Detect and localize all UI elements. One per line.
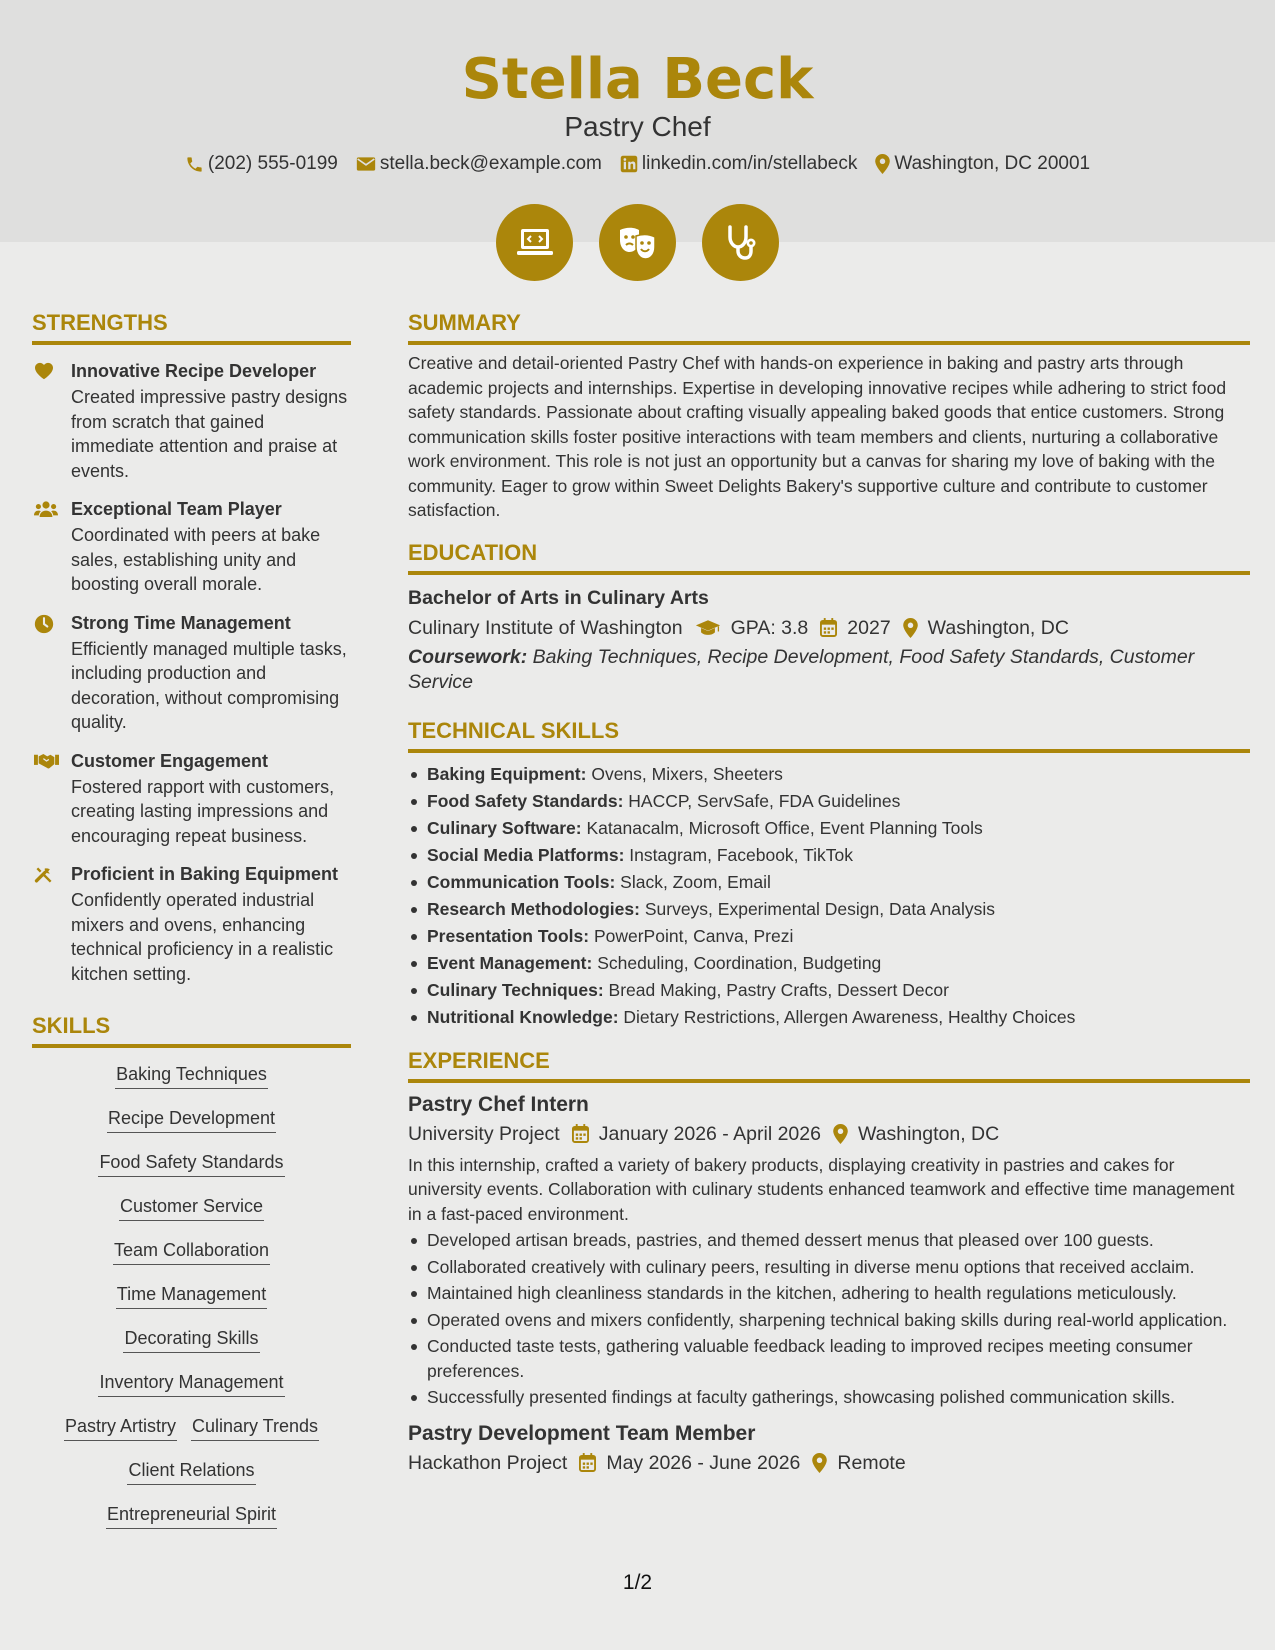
candidate-name: Stella Beck	[461, 47, 814, 112]
strength-desc: Fostered rapport with customers, creating lasting impressions and encouraging repeat business.	[71, 776, 335, 846]
summary-heading: SUMMARY	[408, 309, 1250, 345]
job-dates: January 2026 - April 2026	[598, 1122, 821, 1145]
list-item: Maintained high cleanliness standards in the kitchen, adhering to health regulations meticulously.	[408, 1281, 1250, 1306]
tech-skill-label: Baking Equipment:	[427, 763, 587, 784]
right-column	[408, 309, 1250, 1476]
degree: Bachelor of Arts in Culinary Arts	[408, 586, 709, 609]
list-item: Successfully presented findings at faculty gatherings, showcasing polished communication skills.	[408, 1385, 1250, 1410]
list-item: Conducted taste tests, gathering valuable feedback leading to improved recipes meeting consumer preferences.	[408, 1334, 1250, 1383]
experience-heading: EXPERIENCE	[408, 1047, 1250, 1083]
users-icon	[34, 500, 58, 518]
job-title-2: Pastry Development Team Member	[408, 1421, 756, 1445]
location-text: Washington, DC 20001	[894, 153, 1091, 174]
contact-phone[interactable]	[185, 152, 338, 176]
tech-skill-label: Food Safety Standards:	[427, 790, 624, 811]
strength-title: Customer Engagement	[71, 750, 269, 771]
technical-skills-heading: TECHNICAL SKILLS	[408, 717, 1250, 753]
tech-skill-label: Culinary Software:	[427, 817, 582, 838]
strengths-heading: STRENGTHS	[32, 309, 351, 345]
skill-tag: Recipe Development	[107, 1106, 276, 1133]
job-title: Pastry Chef	[564, 111, 711, 142]
tech-skill-label: Social Media Platforms:	[427, 844, 625, 865]
skill-tag: Time Management	[116, 1282, 267, 1309]
coursework-label: Coursework:	[408, 645, 528, 668]
list-item	[408, 788, 1250, 815]
tech-skill-label: Research Methodologies:	[427, 898, 640, 919]
skill-tag: Decorating Skills	[123, 1326, 259, 1353]
phone-icon	[185, 155, 204, 174]
page-number: 1/2	[622, 1571, 653, 1594]
list-item	[408, 896, 1250, 923]
skill-tag: Team Collaboration	[113, 1238, 270, 1265]
school-name: Culinary Institute of Washington	[408, 616, 683, 639]
skill-tag: Culinary Trends	[191, 1414, 319, 1441]
job-org: University Project	[408, 1122, 560, 1145]
skill-tag: Inventory Management	[98, 1370, 284, 1397]
coursework-list: Baking Techniques, Recipe Development, Food Safety Standards, Customer Service	[408, 645, 1195, 693]
tech-skill-label: Event Management:	[427, 952, 593, 973]
list-item: Operated ovens and mixers confidently, sharpening technical baking skills during real-world application.	[408, 1308, 1250, 1333]
contact-linkedin[interactable]	[620, 152, 857, 176]
hobby-circle-medical	[702, 204, 779, 281]
strength-item	[32, 359, 351, 483]
map-marker-icon	[833, 1124, 848, 1144]
tech-skill-value: Slack, Zoom, Email	[620, 871, 771, 892]
theater-masks-icon	[618, 226, 658, 260]
email-text: stella.beck@example.com	[379, 153, 602, 174]
list-item	[408, 1004, 1250, 1031]
tech-skill-value: Katanacalm, Microsoft Office, Event Planning Tools	[586, 817, 983, 838]
school-location: Washington, DC	[927, 616, 1069, 639]
envelope-icon	[356, 155, 376, 173]
job-title-1: Pastry Chef Intern	[408, 1092, 589, 1116]
strength-desc: Coordinated with peers at bake sales, establishing unity and boosting overall morale.	[71, 525, 321, 594]
map-marker-icon	[875, 154, 890, 174]
skill-tag: Entrepreneurial Spirit	[106, 1502, 277, 1529]
list-item: Developed artisan breads, pastries, and themed dessert menus that pleased over 100 guests.	[408, 1228, 1250, 1253]
list-item	[408, 923, 1250, 950]
clock-icon	[34, 614, 54, 634]
skill-tag: Customer Service	[119, 1194, 264, 1221]
tech-skill-label: Presentation Tools:	[427, 925, 590, 946]
job-org: Hackathon Project	[408, 1451, 568, 1474]
graduation-year: 2027	[847, 616, 891, 639]
strength-title: Innovative Recipe Developer	[71, 361, 317, 381]
coursework	[408, 645, 1250, 695]
tech-skill-value: Scheduling, Coordination, Budgeting	[597, 952, 882, 973]
job-meta-2	[408, 1450, 1250, 1476]
strength-item	[32, 497, 351, 597]
tech-skill-value: Ovens, Mixers, Sheeters	[591, 763, 783, 784]
tech-skill-value: Dietary Restrictions, Allergen Awareness, Healthy Choices	[623, 1006, 1076, 1027]
list-item	[408, 761, 1250, 788]
list-item	[408, 815, 1250, 842]
map-marker-icon	[812, 1453, 827, 1473]
strength-item	[32, 611, 351, 735]
map-marker-icon	[903, 618, 918, 638]
gpa: GPA: 3.8	[730, 616, 809, 639]
job-description: In this internship, crafted a variety of bakery products, displaying creativity in pastries and cakes for university events. Collaboration with culinary students enhanced teamwork and effective time management in a fast-paced environment.	[408, 1154, 1235, 1224]
linkedin-text: linkedin.com/in/stellabeck	[641, 153, 858, 174]
list-item	[408, 842, 1250, 869]
strength-title: Strong Time Management	[71, 612, 291, 633]
list-item	[408, 869, 1250, 896]
summary-text: Creative and detail-oriented Pastry Chef with hands-on experience in baking and pastry arts through academic projects and internships. Expertise in developing innovative recipes while adhering to strict food safety standards. Passionate about crafting visually appealing baked goods that entice customers. Strong communication skills foster positive interactions with team members and clients, nurturing a collaborative work environment. This role is not just an opportunity but a canvas for sharing my love of baking with the community. Eager to grow within Sweet Delights Bakery's supportive culture and contribute to customer satisfaction.	[408, 353, 1227, 520]
tech-skill-value: PowerPoint, Canva, Prezi	[593, 925, 794, 946]
hobby-circle-coding	[496, 204, 573, 281]
calendar-icon	[820, 618, 837, 637]
tools-icon	[34, 865, 54, 885]
tech-skill-label: Culinary Techniques:	[427, 979, 604, 1000]
left-column	[32, 309, 351, 1546]
strength-title: Exceptional Team Player	[71, 499, 282, 519]
tech-skill-label: Communication Tools:	[427, 871, 616, 892]
strength-title: Proficient in Baking Equipment	[71, 864, 339, 884]
education-meta	[408, 615, 1250, 641]
tech-skill-value: HACCP, ServSafe, FDA Guidelines	[628, 790, 901, 811]
job-location: Washington, DC	[857, 1122, 1000, 1145]
list-item	[408, 977, 1250, 1004]
tech-skill-value: Bread Making, Pastry Crafts, Dessert Decor	[608, 979, 949, 1000]
laptop-code-icon	[516, 227, 554, 259]
skill-tag: Client Relations	[127, 1458, 255, 1485]
tech-skill-value: Instagram, Facebook, TikTok	[629, 844, 854, 865]
job-meta-1	[408, 1121, 1250, 1147]
list-item: Collaborated creatively with culinary peers, resulting in diverse menu options that received acclaim.	[408, 1255, 1250, 1280]
heart-icon	[34, 362, 54, 380]
tech-skill-label: Nutritional Knowledge:	[427, 1006, 619, 1027]
linkedin-icon	[620, 155, 638, 173]
skill-tag: Food Safety Standards	[98, 1150, 284, 1177]
skills-list	[32, 1062, 351, 1529]
strength-item	[32, 749, 351, 849]
tech-skill-value: Surveys, Experimental Design, Data Analysis	[644, 898, 995, 919]
job-bullets	[408, 1228, 1250, 1410]
phone-text: (202) 555-0199	[207, 153, 338, 174]
stethoscope-icon	[725, 225, 757, 261]
hobby-circle-theater	[599, 204, 676, 281]
contact-location	[875, 152, 1090, 176]
contact-email[interactable]	[356, 152, 602, 176]
strength-desc: Created impressive pastry designs from scratch that gained immediate attention and praise at events.	[71, 387, 348, 481]
contact-bar	[0, 152, 1275, 176]
strength-desc: Efficiently managed multiple tasks, including production and decoration, without compromising quality.	[71, 638, 347, 732]
calendar-icon	[579, 1453, 596, 1472]
job-dates: May 2026 - June 2026	[606, 1451, 801, 1474]
handshake-icon	[34, 752, 59, 770]
education-heading: EDUCATION	[408, 539, 1250, 575]
graduation-cap-icon	[695, 619, 721, 637]
technical-skills-list	[408, 761, 1250, 1031]
strength-item	[32, 862, 351, 986]
job-location: Remote	[837, 1451, 906, 1474]
skills-heading: SKILLS	[32, 1012, 351, 1048]
strength-desc: Confidently operated industrial mixers and ovens, enhancing technical proficiency in a realistic kitchen setting.	[71, 890, 334, 984]
skill-tag: Pastry Artistry	[64, 1414, 177, 1441]
calendar-icon	[572, 1124, 589, 1143]
list-item	[408, 950, 1250, 977]
hobby-icons	[496, 204, 779, 281]
skill-tag: Baking Techniques	[115, 1062, 268, 1089]
